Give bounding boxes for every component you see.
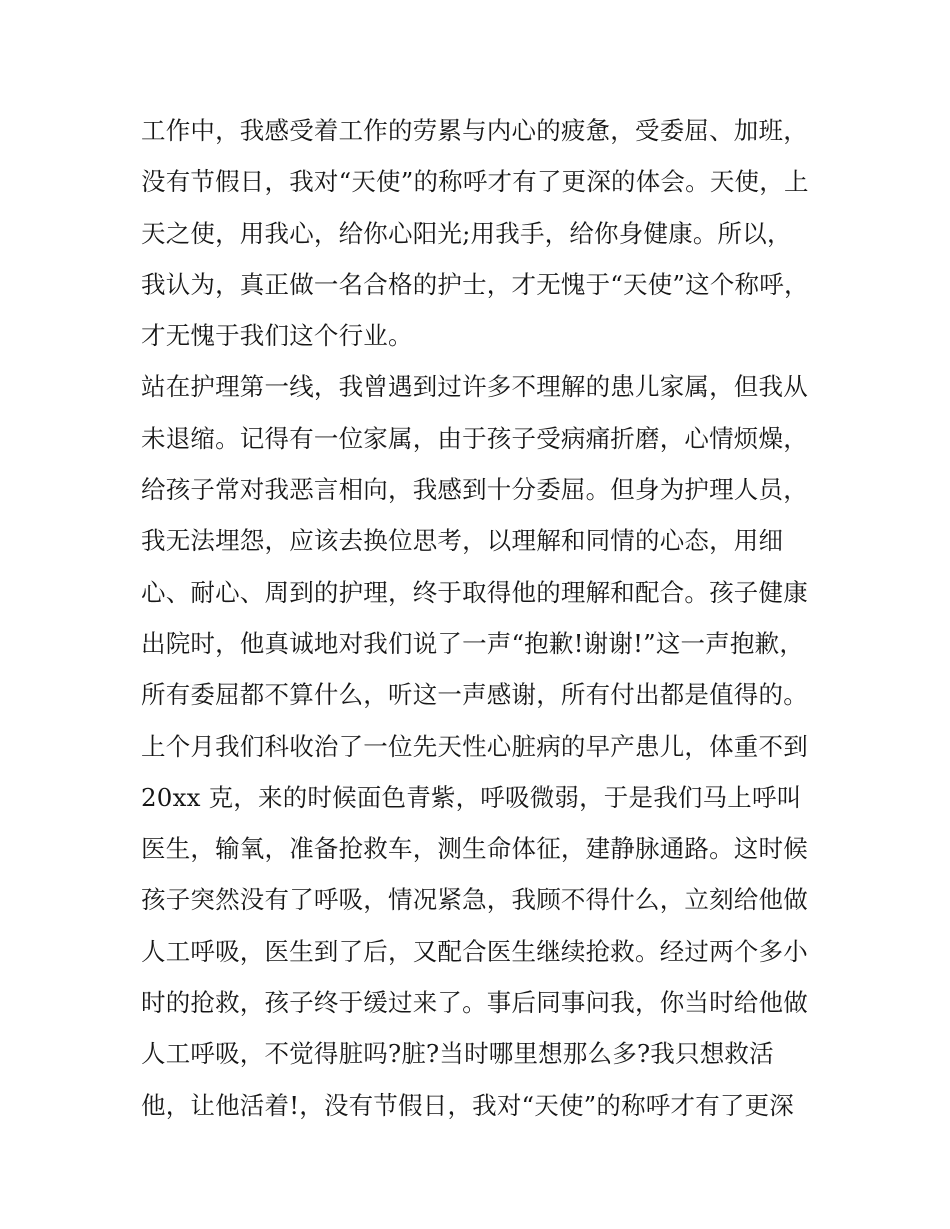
text-line: 时的抢救，孩子终于缓过来了。事后同事问我，你当时给他做 xyxy=(141,988,808,1018)
text-line: 人工呼吸，不觉得脏吗?脏?当时哪里想那么多?我只想救活 xyxy=(141,1039,774,1069)
text-line: 才无愧于我们这个行业。 xyxy=(141,321,413,351)
text-line: 我认为，真正做一名合格的护士，才无愧于“天使”这个称呼， xyxy=(141,269,809,299)
text-line: 未退缩。记得有一位家属，由于孩子受病痛折磨，心情烦燥， xyxy=(141,423,808,453)
text-line: 人工呼吸，医生到了后，又配合医生继续抢救。经过两个多小 xyxy=(141,936,808,966)
text-line: 出院时，他真诚地对我们说了一声“抱歉!谢谢!”这一声抱歉， xyxy=(141,628,805,658)
text-line: 给孩子常对我恶言相向，我感到十分委屈。但身为护理人员， xyxy=(141,475,808,505)
text-line: 心、耐心、周到的护理，终于取得他的理解和配合。孩子健康 xyxy=(141,577,808,607)
text-line: 天之使，用我心，给你心阳光;用我手，给你身健康。所以， xyxy=(141,218,792,248)
text-line: 所有委屈都不算什么，听这一声感谢，所有付出都是值得的。 xyxy=(141,680,808,710)
text-line: 我无法埋怨，应该去换位思考，以理解和同情的心态，用细 xyxy=(141,526,784,556)
text-line: 医生，输氧，准备抢救车，测生命体征，建静脉通路。这时候 xyxy=(141,834,808,864)
text-line: 孩子突然没有了呼吸，情况紧急，我顾不得什么，立刻给他做 xyxy=(141,885,808,915)
text-line: 工作中，我感受着工作的劳累与内心的疲惫，受委屈、加班， xyxy=(141,116,808,145)
document-body xyxy=(141,105,821,1131)
text-line: 站在护理第一线，我曾遇到过许多不理解的患儿家属，但我从 xyxy=(141,372,808,402)
text-line: 没有节假日，我对“天使”的称呼才有了更深的体会。天使，上 xyxy=(141,167,809,197)
text-line: 他，让他活着!，没有节假日，我对“天使”的称呼才有了更深 xyxy=(141,1090,794,1120)
text-line: 上个月我们科收治了一位先天性心脏病的早产患儿，体重不到 xyxy=(141,731,808,761)
text-line: 20xx 克，来的时候面色青紫，呼吸微弱，于是我们马上呼叫 xyxy=(141,782,802,812)
